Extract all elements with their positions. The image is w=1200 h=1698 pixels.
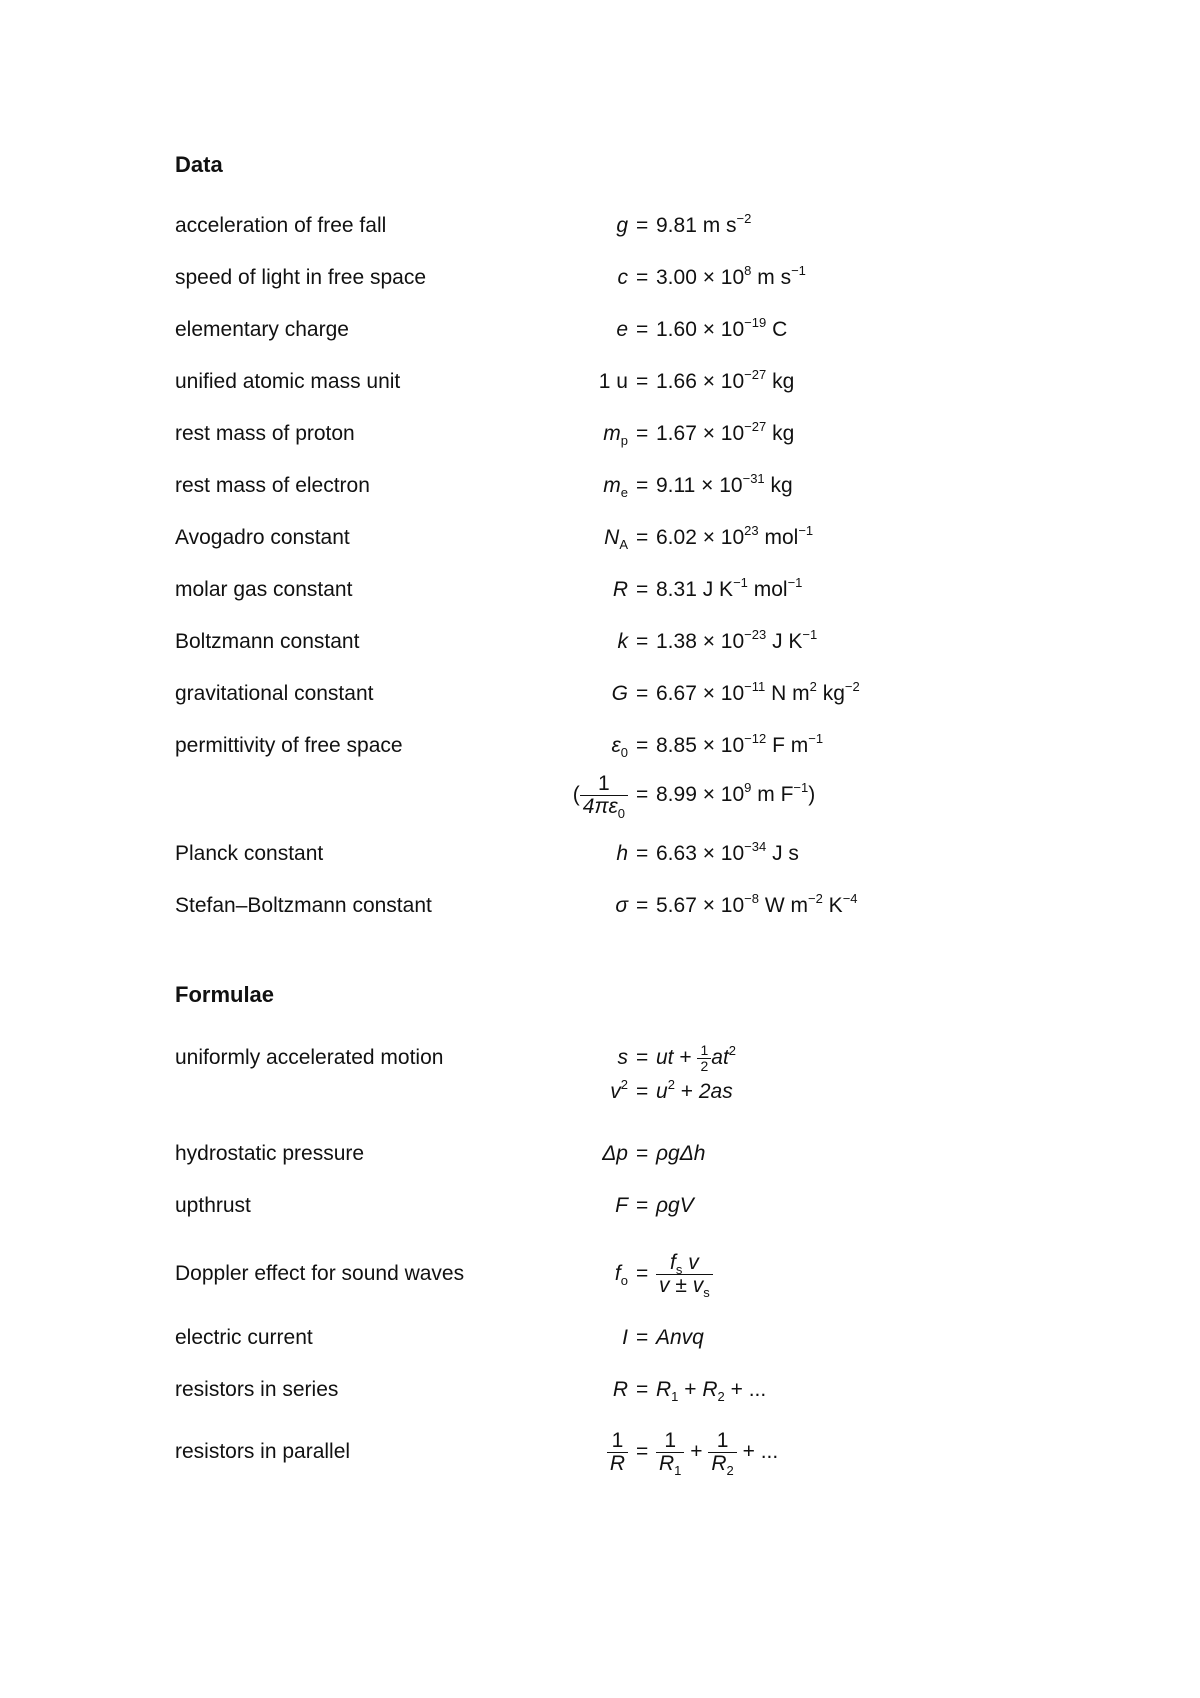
formula-rhs: ρgΔh <box>656 1142 706 1165</box>
constant-symbol: h <box>616 842 628 865</box>
formula-row <box>0 1420 1200 1484</box>
formula-lhs <box>607 1420 628 1484</box>
constant-symbol: $N_A$ <box>604 526 628 552</box>
formula-row <box>0 1318 1200 1358</box>
constant-value: $1.60 \times 10^{-19}$ C <box>656 315 788 341</box>
constant-symbol: G <box>611 682 628 705</box>
formula-label: hydrostatic pressure <box>175 1142 365 1165</box>
fraction: $\frac{1}{4\pi\varepsilon_0}$ <box>580 773 628 818</box>
data-row <box>0 518 1200 558</box>
fraction: $\frac{1}{R}$ <box>607 1430 628 1475</box>
formula-label: uniformly accelerated motion <box>175 1046 444 1069</box>
formula-row <box>0 1134 1200 1174</box>
equals-sign: = <box>636 1262 649 1285</box>
formula-lhs: I <box>622 1326 628 1349</box>
equals-sign: = <box>636 1046 649 1069</box>
equals-sign: = <box>636 422 649 445</box>
constant-label: permittivity of free space <box>175 734 403 757</box>
formula-lhs: Δp <box>602 1142 628 1165</box>
formula-rhs: ut + $\frac{1}{2}$ $at^2$ <box>656 1042 737 1074</box>
constant-symbol: $m_e$ <box>603 474 628 500</box>
constant-value: $1.38 \times 10^{-23}$ J $K^{-1}$ <box>656 627 818 653</box>
formula-row <box>0 1244 1200 1304</box>
formula-lhs: $f_o$ <box>614 1262 628 1288</box>
equals-sign: = <box>636 474 649 497</box>
equals-sign: = <box>636 734 649 757</box>
half-fraction: $\frac{1}{2}$ <box>697 1043 711 1073</box>
fraction: $\frac{1}{R_1}$ <box>656 1430 684 1475</box>
equals-sign: = <box>636 894 649 917</box>
formula-row <box>0 1186 1200 1226</box>
constant-value: $8.99 \times 10^9$ m $F^{-1}$) <box>656 780 816 806</box>
equals-sign: = <box>636 1378 649 1401</box>
equals-sign: = <box>636 318 649 341</box>
data-row <box>0 770 1200 820</box>
equals-sign: = <box>636 1142 649 1165</box>
doppler-fraction: $\frac{f_s v}{v \pm v_s}$ <box>656 1252 713 1297</box>
constant-symbol: $m_p$ <box>603 422 628 448</box>
formula-label: upthrust <box>175 1194 251 1217</box>
constant-label: Planck constant <box>175 842 324 865</box>
equals-sign: = <box>636 266 649 289</box>
data-row <box>0 726 1200 766</box>
formula-lhs: F <box>615 1194 628 1217</box>
formula-lhs: s <box>617 1046 628 1069</box>
constant-value: $5.67 \times 10^{-8}$ W $m^{-2}$ $K^{-4}$ <box>656 891 858 917</box>
equals-sign: = <box>636 1440 649 1463</box>
equals-sign: = <box>636 370 649 393</box>
constant-label: acceleration of free fall <box>175 214 387 237</box>
constant-value: $1.67 \times 10^{-27}$ kg <box>656 419 795 445</box>
constant-symbol: 1 u <box>598 370 628 393</box>
formula-rhs <box>656 1244 713 1304</box>
equals-sign: = <box>636 1326 649 1349</box>
data-row <box>0 466 1200 506</box>
formula-rhs: $\frac{1}{R_1}$ + $\frac{1}{R_2}$ + ... <box>656 1420 778 1484</box>
formula-rhs: Anvq <box>656 1326 704 1349</box>
constant-symbol: ( $\frac{1}{4\pi\varepsilon_0}$ <box>573 770 628 820</box>
constant-value: $6.02 \times 10^{23}$ mol$^{-1}$ <box>656 523 814 549</box>
equals-sign: = <box>636 1080 649 1103</box>
constant-label: gravitational constant <box>175 682 374 705</box>
constant-value: 9.81 m $s^{-2}$ <box>656 211 752 237</box>
constant-label: Stefan–Boltzmann constant <box>175 894 432 917</box>
constant-value: $8.85 \times 10^{-12}$ F $m^{-1}$ <box>656 731 824 757</box>
constant-label: Avogadro constant <box>175 526 350 549</box>
formula-lhs: R <box>612 1378 628 1401</box>
formula-rhs: $u^2 + 2as$ <box>656 1077 733 1103</box>
data-row <box>0 362 1200 402</box>
constant-value: $1.66 \times 10^{-27}$ kg <box>656 367 795 393</box>
formula-lhs: $v^2$ <box>610 1077 628 1103</box>
data-heading: Data <box>175 152 223 177</box>
constant-label: elementary charge <box>175 318 349 341</box>
equals-sign: = <box>636 842 649 865</box>
constant-label: unified atomic mass unit <box>175 370 401 393</box>
constant-symbol: R <box>612 578 628 601</box>
formula-label: resistors in parallel <box>175 1440 351 1463</box>
equals-sign: = <box>636 783 649 806</box>
constant-value: $9.11 \times 10^{-31}$ kg <box>656 471 793 497</box>
data-row <box>0 622 1200 662</box>
formula-rhs: $R_1 + R_2$ + ... <box>656 1378 767 1404</box>
constant-symbol: k <box>617 630 628 653</box>
fraction: $\frac{1}{R_2}$ <box>708 1430 736 1475</box>
data-row <box>0 834 1200 874</box>
constant-value: $6.67 \times 10^{-11}$ N $m^2$ $kg^{-2}$ <box>656 679 860 705</box>
constant-label: molar gas constant <box>175 578 353 601</box>
equals-sign: = <box>636 682 649 705</box>
data-row <box>0 310 1200 350</box>
constant-value: $6.63 \times 10^{-34}$ J s <box>656 839 799 865</box>
constant-label: speed of light in free space <box>175 266 426 289</box>
data-row <box>0 570 1200 610</box>
formula-label: Doppler effect for sound waves <box>175 1262 465 1285</box>
constant-symbol: g <box>616 214 628 237</box>
data-row <box>0 258 1200 298</box>
formula-row <box>0 1370 1200 1410</box>
data-row <box>0 886 1200 926</box>
formulae-heading: Formulae <box>175 982 275 1007</box>
formula-row <box>0 1072 1200 1112</box>
data-row <box>0 206 1200 246</box>
formula-label: resistors in series <box>175 1378 339 1401</box>
formula-label: electric current <box>175 1326 313 1349</box>
constant-label: rest mass of electron <box>175 474 370 497</box>
equals-sign: = <box>636 1194 649 1217</box>
constant-symbol: c <box>617 266 628 289</box>
equals-sign: = <box>636 630 649 653</box>
equals-sign: = <box>636 526 649 549</box>
constant-label: rest mass of proton <box>175 422 355 445</box>
data-row <box>0 674 1200 714</box>
equals-sign: = <box>636 578 649 601</box>
constant-symbol: $\varepsilon_0$ <box>611 734 628 760</box>
formula-rhs: ρgV <box>656 1194 694 1217</box>
constant-label: Boltzmann constant <box>175 630 360 653</box>
constant-symbol: σ <box>615 894 628 917</box>
constant-value: 8.31 J $K^{-1}$ mol$^{-1}$ <box>656 575 803 601</box>
constant-symbol: e <box>616 318 628 341</box>
constant-value: $3.00 \times 10^8$ m $s^{-1}$ <box>656 263 806 289</box>
equals-sign: = <box>636 214 649 237</box>
data-row <box>0 414 1200 454</box>
